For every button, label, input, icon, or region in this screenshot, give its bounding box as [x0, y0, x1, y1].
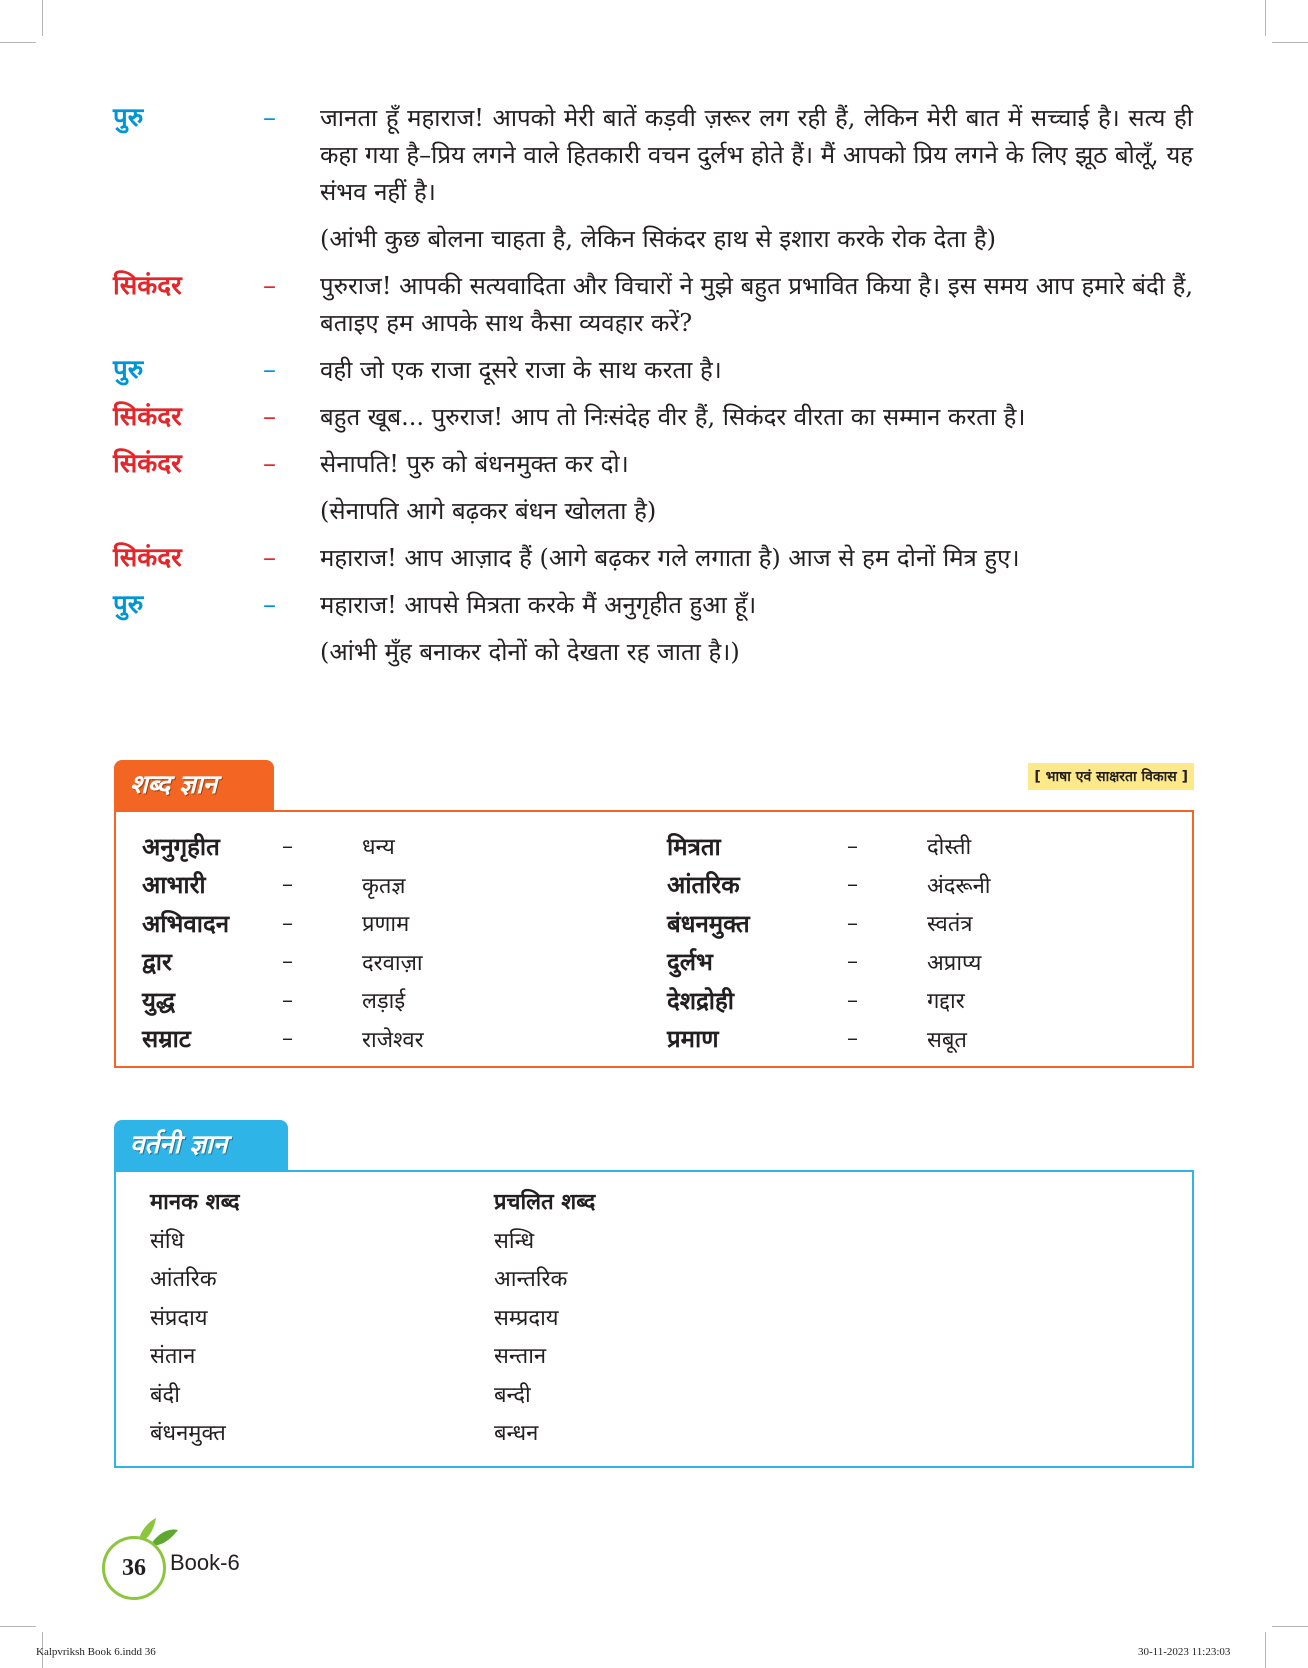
dialogue-text: जानता हूँ महाराज! आपको मेरी बातें कड़वी ज़रूर लग रही हैं, लेकिन मेरी बात में सच्चाई है। सत्य ही कहा गया है–प्रिय लगने वाले हितकारी वचन दुर्लभ होते हैं। मैं आपको प्रिय लगने के लिए झूठ बोलूँ, यह संभव नहीं है। [320, 104, 1193, 206]
vocab-word: अनुगृहीत [142, 831, 220, 861]
vocab-word: अभिवादन [142, 908, 230, 938]
crop-mark [0, 42, 36, 43]
vocab-meaning: दोस्ती [927, 835, 972, 861]
dash: – [847, 1026, 858, 1052]
standard-word: बंदी [150, 1382, 180, 1408]
stage-direction: (आंभी मुँह बनाकर दोनों को देखता रह जाता है।) [320, 638, 740, 666]
dialogue-line [113, 268, 1193, 342]
dash: – [282, 1026, 293, 1052]
dash: – [263, 590, 276, 620]
vocab-row [142, 943, 1107, 982]
vocab-meaning: स्वतंत्र [927, 912, 973, 938]
speaker-name: पुरु [113, 355, 144, 385]
vocab-word: देशद्रोही [667, 985, 734, 1015]
dash: – [282, 833, 293, 859]
spelling-row [150, 1259, 794, 1298]
speaker-name: सिकंदर [113, 543, 182, 573]
standard-word: बंधनमुक्त [150, 1421, 226, 1447]
vocab-meaning: सबूत [927, 1027, 967, 1053]
common-word: सम्प्रदाय [494, 1305, 559, 1331]
dash: – [847, 833, 858, 859]
spelling-row [150, 1336, 794, 1375]
vocab-box [114, 810, 1194, 1068]
vocab-word: युद्ध [142, 985, 176, 1015]
speaker-name: पुरु [113, 103, 144, 133]
spelling-row [150, 1413, 794, 1452]
standard-word: संधि [150, 1228, 185, 1254]
page-number: 36 [102, 1536, 166, 1600]
crop-mark [1265, 1632, 1266, 1668]
dialogue-text: वही जो एक राजा दूसरे राजा के साथ करता है। [320, 356, 722, 384]
stage-direction: (सेनापति आगे बढ़कर बंधन खोलता है) [320, 497, 657, 525]
common-word: बन्दी [494, 1382, 531, 1408]
vocab-word: आंतरिक [667, 870, 740, 900]
dash: – [282, 910, 293, 936]
dialogue-text: बहुत खूब... पुरुराज! आप तो निःसंदेह वीर हैं, सिकंदर वीरता का सम्मान करता है। [320, 403, 1026, 431]
standard-header: मानक शब्द [150, 1189, 240, 1216]
standard-word: संतान [150, 1344, 196, 1370]
dialogue-line [113, 352, 1193, 389]
common-header: प्रचलित शब्द [494, 1189, 596, 1216]
dash: – [263, 355, 276, 385]
dialogue [113, 100, 1193, 681]
vocab-meaning: दरवाज़ा [362, 950, 423, 976]
spelling-row [150, 1375, 794, 1414]
vocab-word: बंधनमुक्त [667, 908, 750, 938]
vocab-meaning: प्रणाम [362, 912, 410, 938]
dash: – [847, 949, 858, 975]
dialogue-line [113, 399, 1193, 436]
vocab-word: प्रमाण [667, 1024, 719, 1054]
vocab-meaning: कृतज्ञ [362, 873, 406, 899]
speaker-name: पुरु [113, 590, 144, 620]
speaker-name: सिकंदर [113, 449, 182, 479]
dash: – [847, 987, 858, 1013]
vocab-row [142, 904, 1107, 943]
crop-mark [0, 1626, 36, 1627]
vocab-row [142, 981, 1107, 1020]
vocab-meaning: गद्दार [927, 989, 965, 1015]
dash: – [263, 271, 276, 301]
skill-tag: [ भाषा एवं साक्षरता विकास ] [1028, 763, 1194, 790]
dialogue-line [113, 540, 1193, 577]
spelling-row [150, 1221, 794, 1260]
dash: – [263, 543, 276, 573]
dash: – [847, 910, 858, 936]
book-label: Book-6 [170, 1550, 240, 1575]
crop-mark [42, 0, 43, 36]
common-word: सन्तान [494, 1344, 547, 1370]
vocab-title: शब्द ज्ञान [114, 760, 274, 810]
vocab-meaning: अंदरूनी [927, 873, 991, 899]
dash: – [263, 449, 276, 479]
stage-direction: (आंभी कुछ बोलना चाहता है, लेकिन सिकंदर हाथ से इशारा करके रोक देता है) [320, 225, 997, 253]
dash: – [847, 872, 858, 898]
file-slug: Kalpvriksh Book 6.indd 36 [36, 1646, 156, 1658]
vocab-row [142, 866, 1107, 905]
spelling-table [150, 1182, 794, 1452]
timestamp-slug: 30-11-2023 11:23:03 [1138, 1646, 1231, 1658]
vocab-word: दुर्लभ [667, 947, 713, 977]
vocab-meaning: राजेश्वर [362, 1027, 424, 1053]
dash: – [263, 103, 276, 133]
standard-word: संप्रदाय [150, 1305, 208, 1331]
speaker-name: सिकंदर [113, 271, 182, 301]
vocab-row [142, 827, 1107, 866]
crop-mark [1272, 42, 1308, 43]
dialogue-text: सेनापति! पुरु को बंधनमुक्त कर दो। [320, 450, 629, 478]
common-word: आन्तरिक [494, 1267, 568, 1293]
vocab-meaning: लड़ाई [362, 989, 406, 1015]
common-word: बन्धन [494, 1421, 539, 1447]
vocab-word: सम्राट [142, 1024, 191, 1054]
dialogue-text: महाराज! आपसे मित्रता करके मैं अनुगृहीत हुआ हूँ। [320, 591, 757, 619]
dash: – [263, 402, 276, 432]
vocab-meaning: अप्राप्य [927, 950, 982, 976]
spelling-header-row [150, 1182, 794, 1221]
standard-word: आंतरिक [150, 1267, 217, 1293]
crop-mark [1265, 0, 1266, 36]
dash: – [282, 987, 293, 1013]
vocab-meaning: धन्य [362, 835, 395, 861]
dialogue-line [113, 446, 1193, 483]
spelling-row [150, 1298, 794, 1337]
speaker-name: सिकंदर [113, 402, 182, 432]
vocab-row [142, 1020, 1107, 1059]
vocab-table [142, 827, 1107, 1058]
spelling-box [114, 1170, 1194, 1468]
dialogue-text: महाराज! आप आज़ाद हैं (आगे बढ़कर गले लगाता है) आज से हम दोनों मित्र हुए। [320, 544, 1020, 572]
vocab-word: द्वार [142, 947, 172, 977]
vocab-word: मित्रता [667, 831, 721, 861]
spelling-title: वर्तनी ज्ञान [114, 1120, 288, 1170]
dialogue-text: पुरुराज! आपकी सत्यवादिता और विचारों ने मुझे बहुत प्रभावित किया है। इस समय आप हमारे बंदी हैं, बताइए हम आपके साथ कैसा व्यवहार करें? [320, 272, 1193, 337]
crop-mark [1272, 1626, 1308, 1627]
vocab-word: आभारी [142, 870, 206, 900]
dialogue-line [113, 587, 1193, 624]
dash: – [282, 872, 293, 898]
dialogue-line [113, 100, 1193, 211]
common-word: सन्धि [494, 1228, 535, 1254]
dash: – [282, 949, 293, 975]
